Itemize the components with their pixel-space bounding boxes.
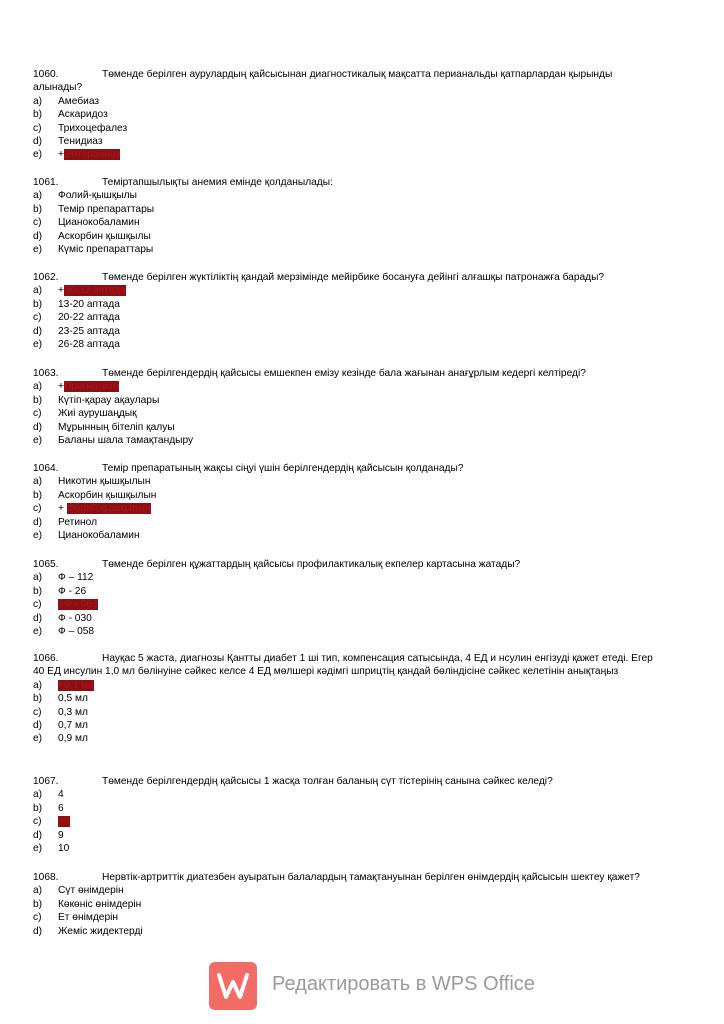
option-letter: a) [33,789,43,801]
answer-option [33,189,663,202]
option-label: Күтіп-қарау ақаулары [58,394,160,406]
question-number: 1060. [33,69,59,80]
answer-option [33,298,663,311]
highlighted-answer: +8 [58,816,70,828]
option-text [58,108,108,121]
answer-option [33,802,663,815]
option-letter: b) [33,203,43,215]
option-text [58,502,151,515]
option-text [58,516,97,529]
option-label: Жиі аурушаңдық [58,408,137,420]
option-letter: d) [33,516,43,528]
answer-option [33,394,663,407]
wps-edit-watermark[interactable] [209,962,549,1010]
option-text [58,692,88,705]
answer-option [33,122,663,135]
answer-option [33,706,663,719]
highlighted-answer: Прогнатизм [63,381,120,393]
option-letter: b) [33,802,43,814]
highlighted-answer: +Ф - 063 [58,599,98,611]
question-block [33,176,663,256]
question-text: Теміртапшылықты анемия емінде қолданылады: [102,177,333,188]
option-label: Ф - 26 [58,585,87,597]
wps-edit-label: Редактировать в WPS Office [272,973,535,995]
option-letter: d) [33,925,43,937]
option-letter: d) [33,829,43,841]
question-text: Темір препаратының жақсы сіңуі үшін берілгендердің қайсысын қолданады? [102,463,464,474]
option-text [58,489,156,502]
answer-option [33,203,663,216]
option-letter: a) [33,572,43,584]
answer-option [33,230,663,243]
question-block [33,271,663,351]
question-block [33,652,663,746]
option-letter: b) [33,489,43,501]
option-text [58,311,120,324]
option-text [58,284,126,297]
answer-option [33,108,663,121]
option-text [58,829,64,842]
question-text: Науқас 5 жаста, диагнозы Қантты диабет 1 ші тип, компенсация сатысында, 4 ЕД и нсулин енгізуді қажет етеді. Егер 40 ЕД инсулин 1,0 мл бөлінуіне сәйкес келсе 4 ЕД мөлшері кәдімгі шприцтің қандай бөліндісіне сәйкес келетінін анықтаңыз [33,653,653,678]
option-text [58,706,88,719]
option-text [58,788,64,801]
option-label: Аскаридоз [58,109,108,121]
option-label: 0,5 мл [58,693,88,705]
question-text: Төменде берілгендердің қайсысы 1 жасқа толған баланың сүт тістерінің санына сәйкес келеді? [102,776,553,787]
question-text: Төменде берілген жүктіліктің қандай мерзімінде мейірбике босануға дейінгі алғашқы патронажға барады? [102,272,605,283]
answer-option [33,325,663,338]
option-label: Аскорбин қышқылын [58,489,157,501]
option-label: 26-28 аптада [58,338,120,350]
option-label: Ет өнімдерін [58,912,119,924]
option-letter: b) [33,394,43,406]
option-text [58,338,120,351]
option-text [58,95,99,108]
option-text [58,135,103,148]
option-letter: c) [33,503,42,515]
answer-option [33,842,663,855]
answer-option [33,135,663,148]
answer-option [33,243,663,256]
option-text [58,203,154,216]
answer-option [33,585,663,598]
answer-option [33,475,663,488]
option-label: Тенидиаз [58,135,103,147]
question-number: 1065. [33,559,59,570]
option-letter: d) [33,421,43,433]
option-letter: d) [33,325,43,337]
option-text [58,732,88,745]
option-text [58,243,153,256]
answer-option [33,612,663,625]
answer-option [33,925,663,938]
option-text [58,911,118,924]
question-block [33,871,663,938]
question-number: 1062. [33,272,59,283]
highlighted-answer: Энтеробиоз [63,149,121,161]
option-label: 0,3 мл [58,706,88,718]
option-letter: c) [33,217,42,229]
option-label: Баланы шала тамақтандыру [58,434,194,446]
question-text: Нервтік-артриттік диатезбен ауыратын балалардың тамақтануынан берілген өнімдердің қайсысын шектеу қажет? [102,872,640,883]
answer-option [33,516,663,529]
option-letter: e) [33,243,43,255]
option-letter: c) [33,706,42,718]
option-label: Ф – 058 [58,625,95,637]
option-label: 6 [58,802,64,814]
option-letter: c) [33,408,42,420]
question-text: Төменде берілгендердің қайсысы емшекпен емізу кезінде бала жағынан анағұрлым кедергі келтіреді? [102,368,586,379]
option-text [58,189,137,202]
option-text [58,898,141,911]
option-label: 9 [58,829,64,841]
answer-option [33,421,663,434]
option-text [58,380,119,393]
option-letter: b) [33,298,43,310]
option-text [58,925,143,938]
answer-option [33,284,663,297]
option-letter: d) [33,230,43,242]
option-label: Жеміс жидектерді [58,925,143,937]
option-text [58,325,120,338]
option-letter: e) [33,529,43,541]
option-text [58,407,137,420]
answer-option [33,719,663,732]
answer-option [33,911,663,924]
answer-option [33,598,663,611]
option-text [58,585,86,598]
wps-logo-icon [209,962,257,1010]
option-text [58,571,93,584]
option-text [58,230,151,243]
correct-marker: + [58,285,64,297]
option-text [58,216,140,229]
answer-option [33,884,663,897]
option-label: Ф - 030 [58,612,92,624]
answer-option [33,529,663,542]
highlighted-answer: 30-32 аптада [63,285,126,297]
question-block [33,775,663,855]
highlighted-answer: Фолий қышқылын [66,503,151,515]
option-letter: b) [33,898,43,910]
option-text [58,421,175,434]
option-label: 4 [58,789,64,801]
option-label: Трихоцефалез [58,122,128,134]
option-label: 23-25 аптада [58,325,120,337]
option-text [58,802,64,815]
option-letter: c) [33,912,42,924]
option-text [58,612,92,625]
option-text [58,625,94,638]
option-label: 0,7 мл [58,719,88,731]
answer-option [33,625,663,638]
question-number: 1063. [33,368,59,379]
option-letter: d) [33,135,43,147]
question-block [33,462,663,542]
option-label: Темір препараттары [58,203,155,215]
option-letter: e) [33,434,43,446]
option-letter: e) [33,625,43,637]
option-label: Ретинол [58,516,98,528]
answer-option [33,311,663,324]
option-letter: a) [33,476,43,488]
option-text [58,148,120,161]
answer-option [33,898,663,911]
answer-option [33,434,663,447]
answer-option [33,502,663,515]
option-letter: b) [33,693,43,705]
option-label: Мұрынның бітеліп қалуы [58,421,175,433]
option-label: Ф – 112 [58,572,94,584]
answer-option [33,732,663,745]
option-letter: b) [33,585,43,597]
option-text [58,529,140,542]
option-text [58,475,151,488]
correct-marker: + [58,149,64,161]
option-label: Көкөніс өнімдерін [58,898,142,910]
option-text [58,719,88,732]
option-label: Никотин қышқылын [58,476,151,488]
answer-option [33,692,663,705]
answer-option [33,338,663,351]
question-block [33,558,663,638]
option-text [58,394,159,407]
answer-option [33,95,663,108]
question-number: 1064. [33,463,59,474]
option-label: Цианокобаламин [58,217,140,229]
option-letter: a) [33,285,43,297]
option-label: 13-20 аптада [58,298,120,310]
option-label: Амебиаз [58,95,100,107]
option-label: Цианокобаламин [58,529,140,541]
option-letter: c) [33,599,42,611]
option-letter: e) [33,338,43,350]
option-letter: d) [33,719,43,731]
answer-option [33,407,663,420]
option-letter: c) [33,816,42,828]
option-text [58,598,98,611]
option-letter: a) [33,381,43,393]
option-letter: e) [33,733,43,745]
option-letter: e) [33,149,43,161]
option-letter: a) [33,679,43,691]
question-block [33,68,663,162]
option-letter: b) [33,109,43,121]
question-number: 1066. [33,653,59,664]
question-number: 1061. [33,177,59,188]
option-letter: a) [33,190,43,202]
option-label: Фолий-қышқылы [58,190,137,202]
answer-option [33,489,663,502]
answer-option [33,380,663,393]
option-text [58,298,120,311]
option-label: Аскорбин қышқылы [58,230,151,242]
option-label: Күміс препараттары [58,243,154,255]
question-text: Төменде берілген аурулардың қайсысынан диагностикалық мақсатта перианальды қатпарлардан қырынды алынады? [33,69,613,94]
option-letter: d) [33,612,43,624]
option-label: Сүт өнімдерін [58,885,124,897]
correct-marker: + [58,503,67,515]
answer-option [33,148,663,161]
question-text: Төменде берілген құжаттардың қайсысы профилактикалық екпелер картасына жатады? [102,559,521,570]
option-text [58,434,193,447]
question-number: 1067. [33,776,59,787]
answer-option [33,571,663,584]
option-label: 20-22 аптада [58,312,120,324]
option-letter: a) [33,885,43,897]
question-block [33,367,663,447]
option-label: 10 [58,842,70,854]
question-number: 1068. [33,872,59,883]
answer-option [33,679,663,692]
option-text [58,842,69,855]
option-text [58,815,70,828]
highlighted-answer: +0,1 мл [58,679,94,691]
option-text [58,122,127,135]
option-letter: c) [33,312,42,324]
answer-option [33,216,663,229]
option-text [58,884,124,897]
option-letter: a) [33,95,43,107]
option-letter: c) [33,122,42,134]
answer-option [33,815,663,828]
correct-marker: + [58,381,64,393]
option-label: 0,9 мл [58,733,88,745]
answer-option [33,788,663,801]
answer-option [33,829,663,842]
option-letter: e) [33,842,43,854]
option-text [58,679,94,692]
